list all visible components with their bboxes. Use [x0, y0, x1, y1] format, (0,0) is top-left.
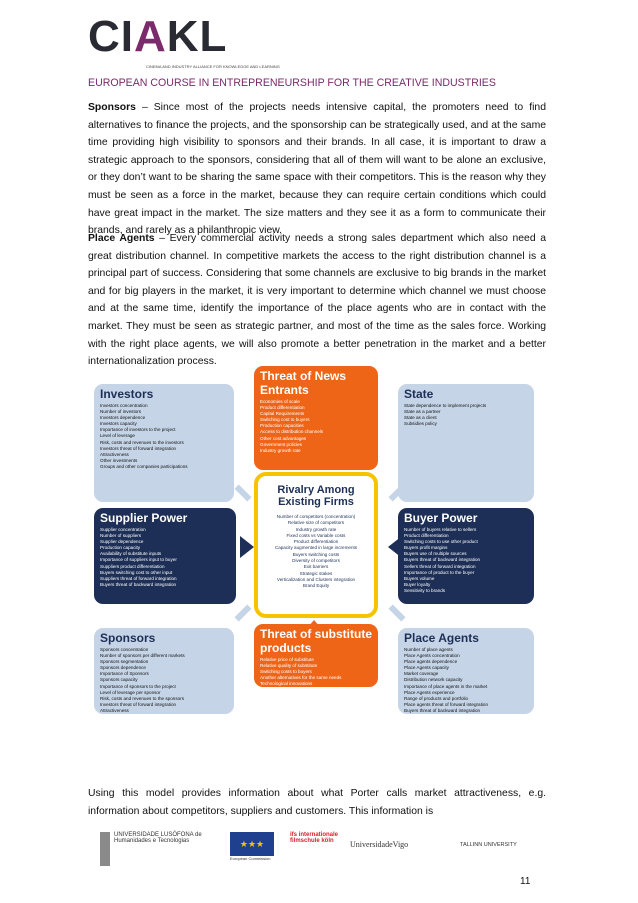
list-item: Number of suppliers [100, 533, 142, 539]
list-item: Distribution network capacity [404, 677, 463, 683]
arrow-diag-icon [389, 605, 406, 622]
porter-forces-diagram [94, 362, 534, 713]
box-list [258, 514, 374, 590]
list-item: Investors threat of forward integration [100, 445, 177, 451]
list-item: Importance of sponsors to the project [100, 683, 176, 689]
list-item: Industry growth rate [295, 526, 337, 532]
box-title: Threat of News Entrants [260, 369, 347, 397]
list-item: Place Agents experience [404, 689, 455, 695]
place-agents-box [398, 628, 534, 714]
list-item: Brand Equity [302, 583, 330, 589]
list-item: Number of investors [100, 409, 142, 415]
list-item: State as a partner [404, 409, 441, 415]
list-item: Other cost advantages [260, 435, 307, 441]
list-item: Switching cost to buyers [260, 417, 310, 423]
box-list [94, 647, 234, 714]
arrow-diag-icon [235, 605, 252, 622]
list-item: Level of leverage [100, 433, 135, 439]
vigo-logo: UniversidadeVigo [350, 840, 409, 849]
list-item: Other investments [100, 457, 138, 463]
paragraph-sponsors [88, 99, 546, 240]
list-item: Buyers use of multiple sources [404, 551, 467, 557]
list-item: Number of buyers relative to sellers [404, 527, 477, 532]
list-item: Economies of scale [260, 399, 300, 404]
box-title: Buyer Power [404, 511, 478, 525]
list-item: Access to distribution channels [260, 429, 324, 435]
arrow-right-icon [240, 536, 254, 558]
list-item: Number of competitors (concentration) [276, 514, 356, 519]
list-item: Investors concentration [100, 403, 148, 408]
box-title: Investors [100, 387, 154, 401]
buyer-power-box [398, 508, 534, 604]
sponsors-box [94, 628, 234, 714]
list-item: Investors dependence [100, 415, 146, 421]
ifs-logo: ifs internationale filmschule köln [290, 832, 339, 844]
list-item: Number of place agents [404, 647, 453, 652]
list-item: Sponsors segmentation [100, 659, 149, 665]
list-item: State dependence to implement projects [404, 403, 487, 408]
list-item: Buyers switching costs [292, 551, 340, 557]
box-list [94, 527, 236, 588]
box-title: Supplier Power [100, 511, 188, 525]
term: Sponsors [88, 102, 136, 113]
box-list [398, 647, 534, 714]
list-item: Investors threat of forward integration [100, 701, 177, 707]
term: Place Agents [88, 233, 155, 244]
list-item: Market coverage [404, 671, 439, 677]
course-title: EUROPEAN COURSE IN ENTREPRENEURSHIP FOR THE CREATIVE INDUSTRIES [88, 77, 496, 89]
list-item: Buyers volume [404, 575, 435, 581]
list-item: Importance of Sponsors [100, 671, 149, 677]
supplier-power-box [94, 508, 236, 604]
rivalry-box [254, 472, 378, 618]
list-item: Relative size of competitors [287, 520, 345, 526]
tallinn-logo: TALLINN UNIVERSITY [460, 842, 517, 848]
list-item: Importance of product to the buyer [404, 569, 475, 575]
list-item: Level of leverage per sponsor [100, 689, 161, 695]
list-item: Buyers threat of backward integration [404, 557, 481, 563]
list-item: Place agents dependence [404, 659, 458, 665]
list-item: Technological innovations [260, 681, 313, 687]
list-item: Groups and other companies participations [100, 463, 188, 469]
list-item: Fixed costs vs Variable costs [286, 532, 346, 538]
list-item: Subsidies policy [404, 421, 437, 427]
list-item: Investors capacity [100, 421, 137, 427]
logo-tagline: CINEMA AND INDUSTRY ALLIANCE FOR KNOWLEDGE AND LEARNING [146, 64, 280, 69]
arrow-diag-icon [235, 485, 252, 502]
list-item: Government policies [260, 441, 302, 447]
list-item: Exit barriers [303, 564, 329, 570]
list-item: State as a client [404, 415, 437, 421]
box-title: Threat of substitute products [260, 627, 373, 655]
list-item: Sponsors capacity [100, 677, 138, 683]
box-title: State [404, 387, 434, 401]
eu-caption: European Commission [230, 856, 271, 861]
list-item: Sellers threat of forward integration [404, 563, 476, 569]
list-item: Buyers switching cost to other input [100, 569, 173, 575]
list-item: Diversity of competitors [292, 558, 340, 564]
paragraph-place-agents [88, 230, 546, 371]
list-item: Buyers threat of backward integration [404, 707, 481, 713]
list-item: Place Agents capacity [404, 665, 449, 671]
list-item: Importance of suppliers input to buyer [100, 557, 177, 563]
substitute-box [254, 624, 378, 687]
list-item: Product differentiation [293, 539, 339, 545]
list-item: Sponsors dependence [100, 665, 146, 671]
list-item: Number of sponsors per different markets [100, 653, 185, 659]
list-item: Place Agents concentration [404, 653, 460, 659]
list-item: Buyers threat of backward integration [100, 581, 177, 587]
list-item: Switching costs to buyers [260, 669, 312, 675]
list-item: Production capacities [260, 423, 304, 429]
list-item: Risk, costs and revenues to the sponsors [100, 695, 185, 701]
lusofona-logo: UNIVERSIDADE LUSÓFONA de Humanidades e Tecnologias [100, 832, 224, 866]
list-item: Sponsors concentration [100, 647, 149, 652]
list-item: Buyer loyalty [404, 581, 431, 587]
list-item: Range of products and portfolio [404, 695, 469, 701]
list-item: Verticalization and Clusters integration [276, 576, 356, 582]
list-item: Sensitivity to brands [404, 587, 446, 593]
eu-commission-logo: ★★★ European Commission [230, 832, 278, 866]
news-entrants-box [254, 366, 378, 470]
page-number: 11 [520, 876, 531, 887]
list-item: Product differentiation [260, 405, 305, 411]
list-item: Relative price of substitute [260, 657, 314, 662]
body: – Since most of the projects needs intensive capital, the promoters need to find alternatives to finance the projects, and the sponsorship can be strategically used, and at the same time providing high visibility to sponsors and their brands. In all case, it is important to draw a strategic approach to the sponsors, considering that all of them will want to be alone an exclusive, or they don’t want to be sharing the same space with their competitors. This is the reason why they must be seen as a force in the market, because they can require certain conditions which could have great impact in the market. The size matters and they see it as a form to communicate their brands, and rarely as a philanthropic view. [88, 102, 546, 237]
list-item: Risk, costs and revenues to the investors [100, 439, 184, 445]
list-item: Switching costs to use other product [404, 539, 478, 545]
list-item: Production capacity [100, 545, 141, 551]
list-item: Capacity augmented in large increments [274, 545, 358, 551]
box-list [398, 527, 534, 594]
box-list [254, 657, 378, 687]
box-title: Place Agents [404, 631, 479, 645]
list-item: Supplier dependence [100, 539, 144, 545]
state-box [398, 384, 534, 502]
partner-logos [100, 832, 545, 866]
body: – Every commercial activity needs a strong sales department which also need a great distribution channel. In competitive markets the access to the right distribution channel is a principal part of success. Considering that some channels are exclusive to big brands in the market and for big players in the market, it is very important to determine which channel we must choose and at the same time, identify the importance of the place agents who are in contact with the market. They must be seen as strategic partner, and most of the time as the sales force. Working with the right place agents, we will also promote a better penetration in the market and a better internationalization process. [88, 233, 546, 368]
list-item: Industry growth rate [260, 447, 301, 453]
list-item: Relative quality of substitute [260, 663, 318, 669]
box-list [94, 403, 234, 470]
list-item: Supplier concentration [100, 527, 146, 532]
list-item: Buyers profit margins [404, 545, 448, 551]
box-title: Rivalry Among Existing Firms [277, 484, 355, 508]
logo-wordmark: CIAKL [88, 12, 228, 61]
list-item: Product differentiation [404, 533, 449, 539]
list-item: Importance of investors to the project [100, 427, 176, 433]
list-item: Suppliers threat of forward integration [100, 575, 177, 581]
list-item: Availability of substitute inputs [100, 551, 162, 557]
box-title: Sponsors [100, 631, 156, 645]
list-item: Another alternatives for the same needs [260, 675, 342, 681]
list-item: Suppliers product differentiation [100, 563, 165, 569]
list-item: Attractiveness [100, 451, 129, 457]
list-item: Importance of place agents in the market [404, 683, 488, 689]
investors-box [94, 384, 234, 502]
list-item: Capital Requirements [260, 411, 305, 417]
list-item: Strategic stakes [299, 570, 333, 576]
ciakl-logo [88, 12, 280, 69]
box-list [398, 403, 534, 427]
box-list [254, 399, 378, 454]
list-item: Attractiveness [100, 707, 129, 713]
list-item: Place agents threat of forward integration [404, 701, 489, 707]
paragraph-closing: Using this model provides information about what Porter calls market attractiveness, e.g. information about competitors, suppliers and customers. This information is [88, 788, 546, 817]
